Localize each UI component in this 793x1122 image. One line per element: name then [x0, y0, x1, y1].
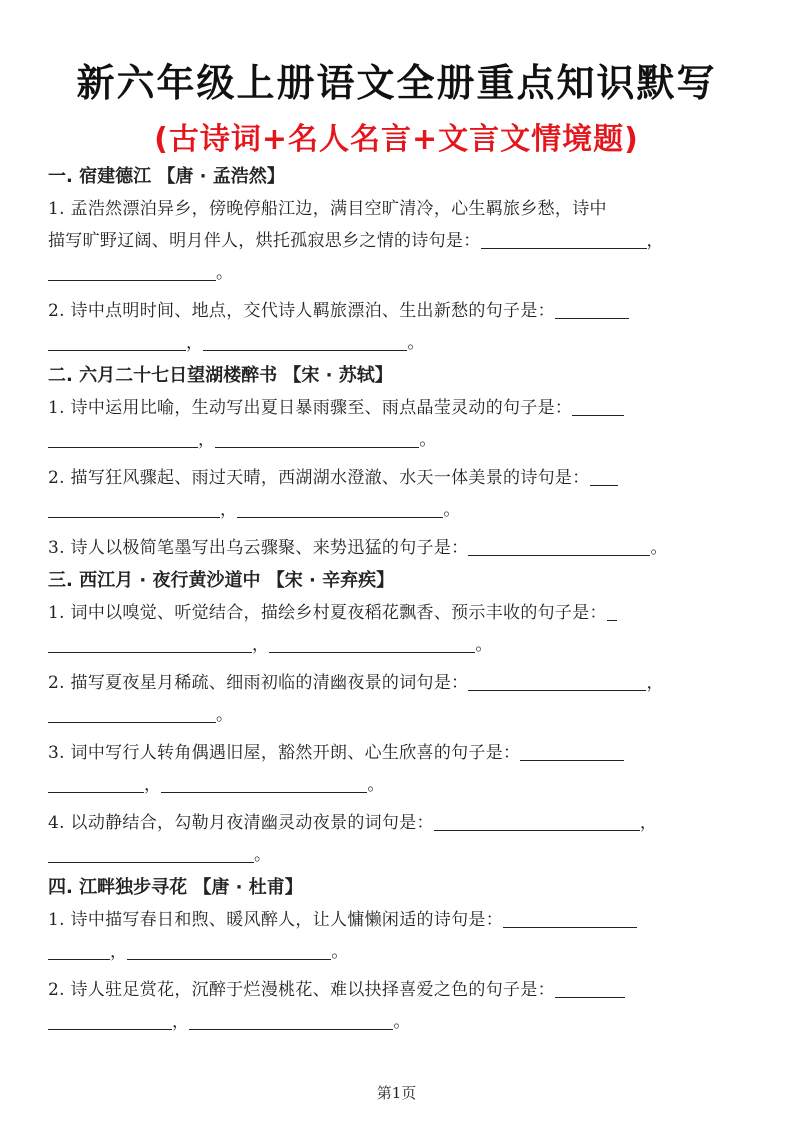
answer-blank[interactable]: [434, 812, 640, 831]
question-text: 2. 诗中点明时间、地点，交代诗人羁旅漂泊、生出新愁的句子是：: [48, 301, 555, 321]
punctuation: 。: [443, 500, 461, 520]
answer-blank[interactable]: [48, 704, 216, 723]
question: [48, 807, 748, 871]
worksheet-content: [48, 160, 748, 1038]
question: [48, 295, 748, 359]
punctuation: ，: [144, 775, 162, 795]
punctuation: 。: [254, 845, 272, 865]
answer-blank[interactable]: [48, 262, 216, 281]
punctuation: 。: [419, 430, 437, 450]
answer-blank[interactable]: [237, 499, 443, 518]
punctuation: 。: [407, 333, 425, 353]
question: [48, 737, 748, 801]
answer-blank[interactable]: [161, 774, 367, 793]
answer-blank[interactable]: [520, 742, 624, 761]
question-text: 2. 诗人驻足赏花，沉醉于烂漫桃花、难以抉择喜爱之色的句子是：: [48, 980, 555, 1000]
punctuation: ，: [220, 500, 238, 520]
answer-blank[interactable]: [572, 397, 624, 416]
question-text: 1. 诗中描写春日和煦、暖风醉人，让人慵懒闲适的诗句是：: [48, 910, 504, 930]
answer-blank[interactable]: [48, 499, 220, 518]
section-heading: 二. 六月二十七日望湖楼醉书 【宋 · 苏轼】: [48, 365, 393, 386]
question-text: 1. 词中以嗅觉、听觉结合，描绘乡村夏夜稻花飘香、预示丰收的句子是：: [48, 603, 607, 623]
question-text: 2. 描写夏夜星月稀疏、细雨初临的清幽夜景的词句是：: [48, 673, 469, 693]
answer-blank[interactable]: [503, 909, 637, 928]
punctuation: ，: [646, 231, 664, 251]
question: [48, 667, 748, 731]
punctuation: 。: [367, 775, 385, 795]
answer-blank[interactable]: [607, 602, 617, 621]
answer-blank[interactable]: [48, 634, 252, 653]
punctuation: ，: [110, 942, 128, 962]
punctuation: 。: [216, 705, 234, 725]
question-text: 3. 词中写行人转角偶遇旧屋，豁然开朗、心生欣喜的句子是：: [48, 743, 521, 763]
answer-blank[interactable]: [189, 1011, 393, 1030]
answer-blank[interactable]: [468, 672, 646, 691]
punctuation: ，: [639, 813, 658, 833]
answer-blank[interactable]: [590, 467, 618, 486]
punctuation: ，: [646, 673, 664, 693]
question: [48, 532, 748, 564]
answer-blank[interactable]: [48, 1011, 172, 1030]
punctuation: 。: [475, 635, 493, 655]
answer-blank[interactable]: [481, 230, 647, 249]
question: [48, 392, 748, 456]
answer-blank[interactable]: [48, 941, 110, 960]
answer-blank[interactable]: [48, 332, 186, 351]
question-text: 1. 孟浩然漂泊异乡，傍晚停船江边，满目空旷清冷，心生羁旅乡愁，诗中: [48, 199, 607, 219]
answer-blank[interactable]: [48, 429, 198, 448]
question-text: 3. 诗人以极简笔墨写出乌云骤聚、来势迅猛的句子是：: [48, 538, 469, 558]
section-heading: 一. 宿建德江 【唐 · 孟浩然】: [48, 166, 285, 187]
section-heading: 三. 西江月 · 夜行黄沙道中 【宋 · 辛弃疾】: [48, 570, 395, 591]
question-text: 4. 以动静结合，勾勒月夜清幽灵动夜景的词句是：: [48, 813, 434, 833]
punctuation: 。: [393, 1012, 411, 1032]
question: [48, 904, 748, 968]
page-number: 第1页: [376, 1084, 417, 1102]
section-heading: 四. 江畔独步寻花 【唐 · 杜甫】: [48, 877, 303, 898]
page-title: 新六年级上册语文全册重点知识默写: [76, 61, 717, 105]
answer-blank[interactable]: [468, 537, 650, 556]
question-text: 1. 诗中运用比喻，生动写出夏日暴雨骤至、雨点晶莹灵动的句子是：: [48, 398, 573, 418]
punctuation: ，: [252, 635, 270, 655]
punctuation: 。: [650, 538, 668, 558]
question: [48, 597, 748, 661]
page-subtitle: (古诗词+名人名言+文言文情境题): [154, 122, 639, 157]
answer-blank[interactable]: [48, 844, 254, 863]
punctuation: ，: [186, 333, 204, 353]
answer-blank[interactable]: [215, 429, 419, 448]
answer-blank[interactable]: [555, 300, 629, 319]
answer-blank[interactable]: [127, 941, 331, 960]
question-text: 描写旷野辽阔、明月伴人，烘托孤寂思乡之情的诗句是：: [48, 231, 481, 251]
answer-blank[interactable]: [269, 634, 475, 653]
answer-blank[interactable]: [203, 332, 407, 351]
punctuation: 。: [331, 942, 349, 962]
punctuation: 。: [216, 263, 234, 283]
answer-blank[interactable]: [48, 774, 144, 793]
punctuation: ，: [172, 1012, 190, 1032]
question: [48, 974, 748, 1038]
question: [48, 193, 748, 289]
answer-blank[interactable]: [555, 979, 625, 998]
punctuation: ，: [198, 430, 216, 450]
question: [48, 462, 748, 526]
question-text: 2. 描写狂风骤起、雨过天晴，西湖湖水澄澈、水天一体美景的诗句是：: [48, 468, 590, 488]
